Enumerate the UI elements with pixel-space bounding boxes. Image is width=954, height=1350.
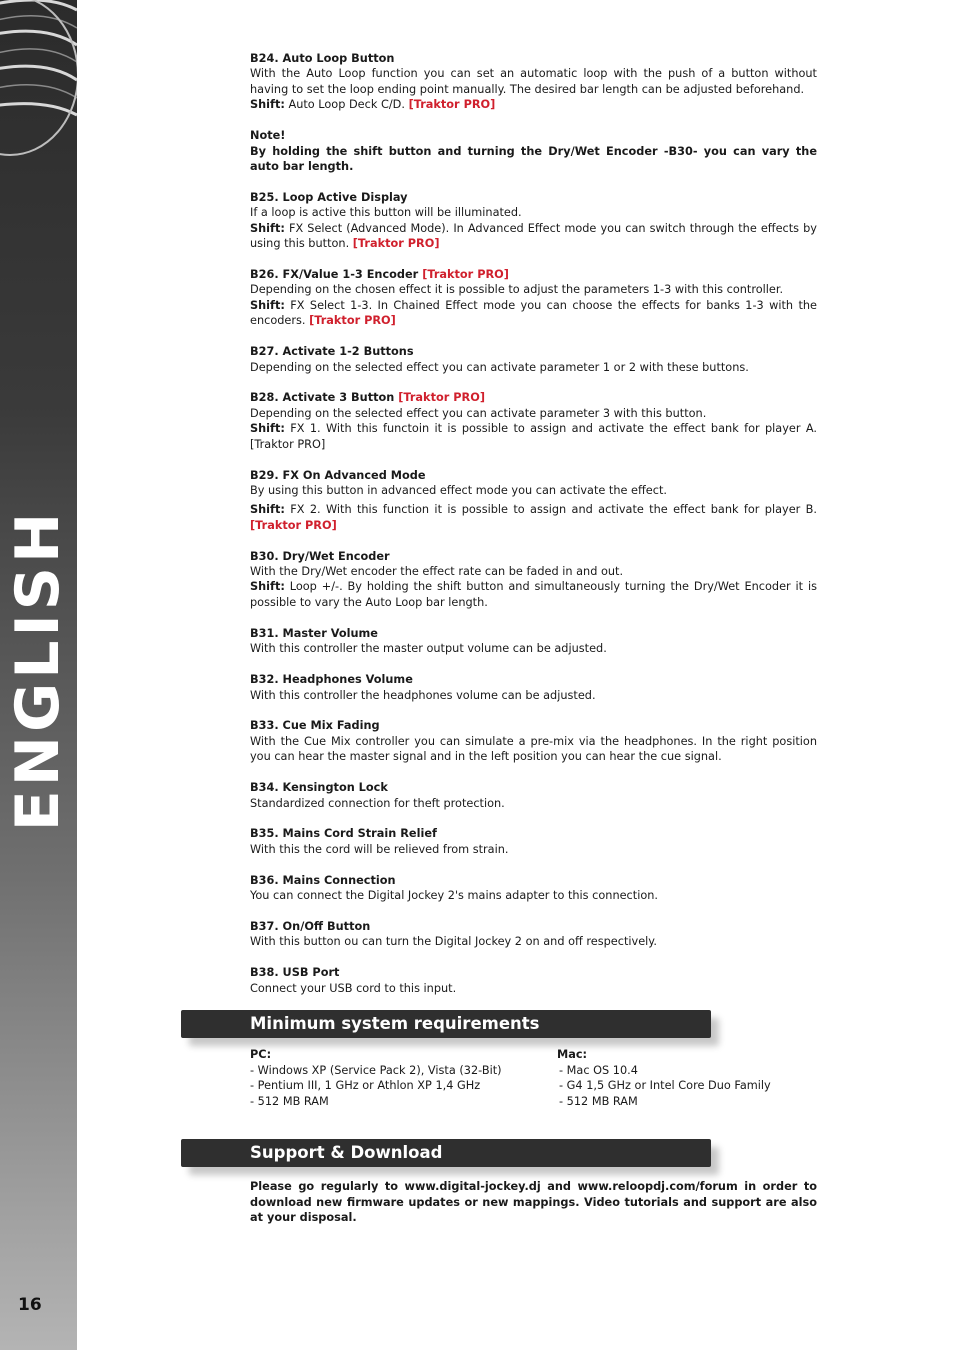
section-heading: B31. Master Volume [250,626,378,640]
sidebar [0,0,77,1350]
pc-requirements [250,1047,502,1109]
shift-label: Shift: [250,221,285,235]
support-header-bar [181,1139,711,1167]
mac-requirement-item: - G4 1,5 GHz or Intel Core Duo Family [559,1079,771,1092]
traktor-pro-tag: [Traktor PRO] [250,518,337,532]
section-text: With this the cord will be relieved from strain. [250,842,509,856]
support-text: Please go regularly to www.digital-jockey.dj and www.reloopdj.com/forum in order to download new firmware updates or new mappings. Video tutorials and support are also at your disposal. [250,1180,817,1225]
mac-requirement-item: - 512 MB RAM [559,1094,638,1108]
page-number: 16 [18,1295,42,1315]
section-b30 [250,549,817,611]
section-text: Auto Loop Deck C/D. [284,98,409,112]
section-heading: B25. Loop Active Display [250,190,408,204]
section-b29 [250,468,817,534]
section-b26 [250,267,817,329]
requirements-title: Minimum system requirements [250,1014,540,1033]
section-text: Depending on the selected effect you can activate parameter 1 or 2 with these buttons. [250,360,749,374]
section-text: With this controller the headphones volume can be adjusted. [250,688,596,702]
section-heading: B38. USB Port [250,966,340,980]
section-heading: B30. Dry/Wet Encoder [250,549,390,563]
section-text: By using this button in advanced effect mode you can activate the effect. [250,483,667,497]
mac-requirements [557,1047,771,1109]
section-text: Loop +/-. By holding the shift button and simultaneously turning the Dry/Wet Encoder it is possible to vary the Auto Loop bar length. [250,580,817,609]
section-heading: B27. Activate 1-2 Buttons [250,345,414,359]
section-b25 [250,190,817,252]
note-heading: Note! [250,129,286,143]
section-text: Connect your USB cord to this input. [250,981,457,995]
section-b32 [250,672,817,703]
traktor-pro-tag: [Traktor PRO] [309,314,396,328]
section-text: With this controller the master output volume can be adjusted. [250,642,607,656]
note-block [250,128,817,174]
traktor-pro-tag: [Traktor PRO] [408,98,496,112]
section-text: With this button ou can turn the Digital Jockey 2 on and off respectively. [250,935,657,949]
section-heading: B28. Activate 3 Button [250,391,399,405]
pc-requirement-item: - 512 MB RAM [250,1094,329,1108]
main-content [250,51,817,1012]
section-text: With the Auto Loop function you can set an automatic loop with the push of a button without having to set the loop ending point manually. The desired bar length can be adjusted beforehand. [250,67,817,96]
section-b38 [250,965,817,996]
section-b33 [250,718,817,764]
section-heading: B29. FX On Advanced Mode [250,468,426,482]
section-text: With the Cue Mix controller you can simulate a pre-mix via the headphones. In the right position you can hear the master signal and in the left position you can hear the cue signal. [250,734,817,764]
section-b31 [250,626,817,657]
section-text: FX Select 1-3. In Chained Effect mode you can choose the effects for banks 1-3 with the encoders. [250,298,817,328]
pc-requirement-item: - Pentium III, 1 GHz or Athlon XP 1,4 GHz [250,1079,481,1092]
section-b28 [250,390,817,452]
section-b36 [250,873,817,904]
brand-swoosh-graphic [0,0,77,160]
section-heading: B34. Kensington Lock [250,781,388,795]
mac-requirement-item: - Mac OS 10.4 [559,1063,638,1077]
language-label: ENGLISH [3,508,73,832]
shift-label: Shift: [250,298,285,312]
shift-label: Shift: [250,422,285,436]
section-b37 [250,919,817,950]
section-b34 [250,780,817,811]
shift-label: Shift: [250,503,285,517]
section-b27 [250,344,817,375]
section-text: FX Select (Advanced Mode). In Advanced Effect mode you can switch through the effects by using this button. [250,221,817,251]
shift-label: Shift: [250,98,285,112]
section-text: Standardized connection for theft protection. [250,796,505,810]
note-text: By holding the shift button and turning the Dry/Wet Encoder -B30- you can vary the auto bar length. [250,144,817,173]
section-text: You can connect the Digital Jockey 2's mains adapter to this connection. [250,889,658,903]
section-text: If a loop is active this button will be illuminated. [250,206,522,220]
section-heading: B26. FX/Value 1-3 Encoder [250,267,423,281]
section-heading: B35. Mains Cord Strain Relief [250,827,437,841]
section-heading: B24. Auto Loop Button [250,52,395,65]
support-title: Support & Download [250,1143,443,1162]
pc-requirement-item: - Windows XP (Service Pack 2), Vista (32-Bit) [250,1063,502,1077]
section-b35 [250,826,817,857]
traktor-pro-tag: [Traktor PRO] [398,391,485,405]
traktor-pro-tag: [Traktor PRO] [422,267,509,281]
section-text: Depending on the selected effect you can activate parameter 3 with this button. [250,406,707,420]
shift-label: Shift: [250,580,285,594]
section-heading: B37. On/Off Button [250,920,371,934]
pc-label: PC: [250,1048,272,1061]
mac-label: Mac: [557,1048,588,1061]
section-text: With the Dry/Wet encoder the effect rate can be faded in and out. [250,565,624,579]
traktor-pro-tag: [Traktor PRO] [352,237,440,251]
section-b24 [250,51,817,113]
section-text: FX 2. With this function it is possible to assign and activate the effect bank for player B. [284,503,817,517]
requirements-header-bar [181,1010,711,1038]
section-heading: B36. Mains Connection [250,873,396,887]
section-text: Depending on the chosen effect it is possible to adjust the parameters 1-3 with this controller. [250,283,784,297]
section-heading: B32. Headphones Volume [250,673,413,687]
section-text: FX 1. With this functoin it is possible to assign and activate the effect bank for player A. [Traktor PRO] [250,422,817,451]
section-heading: B33. Cue Mix Fading [250,719,380,733]
